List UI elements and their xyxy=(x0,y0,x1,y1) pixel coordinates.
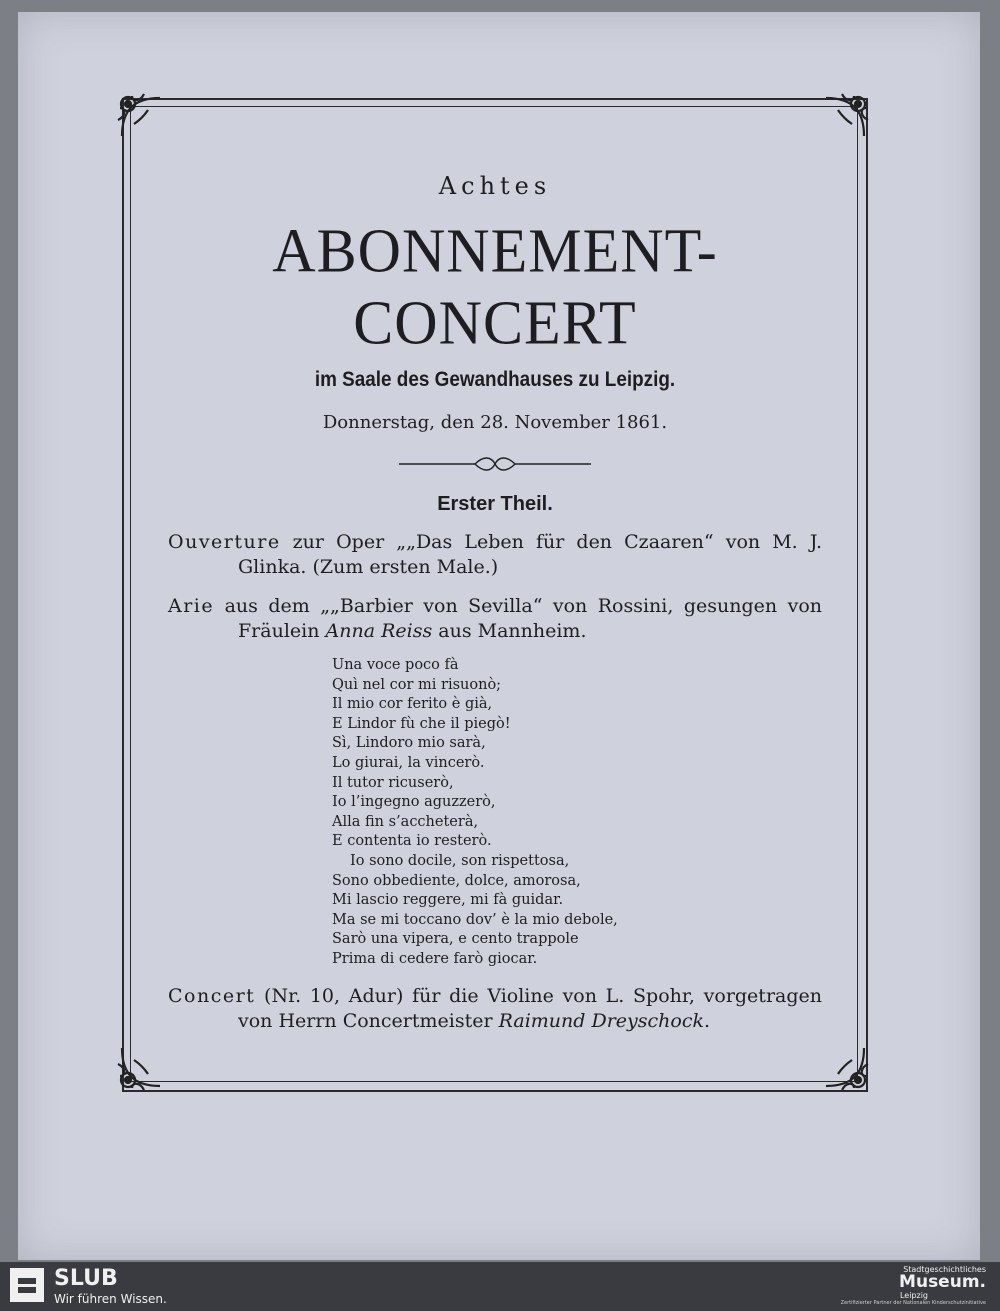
item-text: aus dem „„Barbier von Sevilla“ von Rossini, gesungen von Fräulein xyxy=(214,595,822,642)
lyric-line: Io sono docile, son rispettosa, xyxy=(350,852,570,869)
part-heading: Erster Theil. xyxy=(437,493,553,515)
lyric-line: Quì nel cor mi risuonò; xyxy=(332,676,502,693)
singer-name: Anna Reiss xyxy=(325,620,433,642)
venue-subtitle: im Saale des Gewandhauses zu Leipzig. xyxy=(314,368,676,391)
lyric-line: Prima di cedere farò giocar. xyxy=(332,950,538,967)
lyric-line: Sarò una vipera, e cento trappole xyxy=(332,931,579,948)
item-text: aus Mannheim. xyxy=(432,620,587,642)
corner-ornament-icon xyxy=(114,1040,168,1094)
lyric-line: Il tutor ricuserò, xyxy=(332,774,454,791)
corner-ornament-icon xyxy=(818,90,872,144)
aria-lyrics xyxy=(332,656,822,970)
museum-logo[interactable]: Museum. xyxy=(899,1272,986,1292)
library-name[interactable]: SLUB xyxy=(54,1266,118,1291)
museum-label-small: Stadtgeschichtliches xyxy=(903,1265,986,1274)
program-item-overture xyxy=(168,530,822,580)
item-lead: Concert xyxy=(168,984,256,1007)
lyric-line: Ma se mi toccano dov’ è la mio debole, xyxy=(332,911,618,928)
viewer-footer xyxy=(0,1262,1000,1311)
program-item-concerto xyxy=(168,984,822,1034)
lyric-line: E contenta io resterò. xyxy=(332,833,492,850)
item-text: . xyxy=(703,1009,711,1032)
corner-ornament-icon xyxy=(114,90,168,144)
lyric-line: Il mio cor ferito è già, xyxy=(332,696,493,713)
lyric-line: Lo giurai, la vincerò. xyxy=(332,754,485,771)
lyric-line: Sono obbediente, dolce, amorosa, xyxy=(332,872,581,889)
item-lead: Ouverture xyxy=(168,531,281,553)
page-title: ABONNEMENT-CONCERT xyxy=(272,215,718,358)
lyric-line: Io l’ingegno aguzzerò, xyxy=(332,794,496,811)
library-tagline: Wir führen Wissen. xyxy=(54,1292,167,1306)
lyric-line: Sì, Lindoro mio sarà, xyxy=(332,735,486,752)
program-content xyxy=(168,170,822,1034)
museum-city: Leipzig xyxy=(899,1291,928,1300)
item-lead: Arie xyxy=(168,595,215,617)
flourish-divider-icon xyxy=(395,455,595,473)
lyric-line: Alla fin s’accheterà, xyxy=(332,813,479,830)
item-text: zur Oper „„Das Leben für den Czaaren“ von M. J. Glinka. (Zum ersten Male.) xyxy=(238,531,822,578)
museum-fineprint: Zertifizierter Partner der Nationalen Kinderschutzinitiative xyxy=(840,1300,986,1306)
program-item-aria xyxy=(168,594,822,644)
concert-date: Donnerstag, den 28. November 1861. xyxy=(322,412,668,433)
slub-logo-icon[interactable] xyxy=(10,1268,44,1302)
lyric-line: Mi lascio reggere, mi fà guidar. xyxy=(332,892,564,909)
lyric-line: E Lindor fù che il piegò! xyxy=(332,715,511,732)
lyric-line: Una voce poco fà xyxy=(332,657,459,673)
item-text: (Nr. 10, Adur) für die Violine von L. Spohr, vorgetragen von Herrn Concertmeister xyxy=(238,984,822,1032)
concert-number: Achtes xyxy=(438,172,552,200)
corner-ornament-icon xyxy=(818,1040,872,1094)
performer-name: Raimund Dreyschock xyxy=(498,1009,704,1032)
